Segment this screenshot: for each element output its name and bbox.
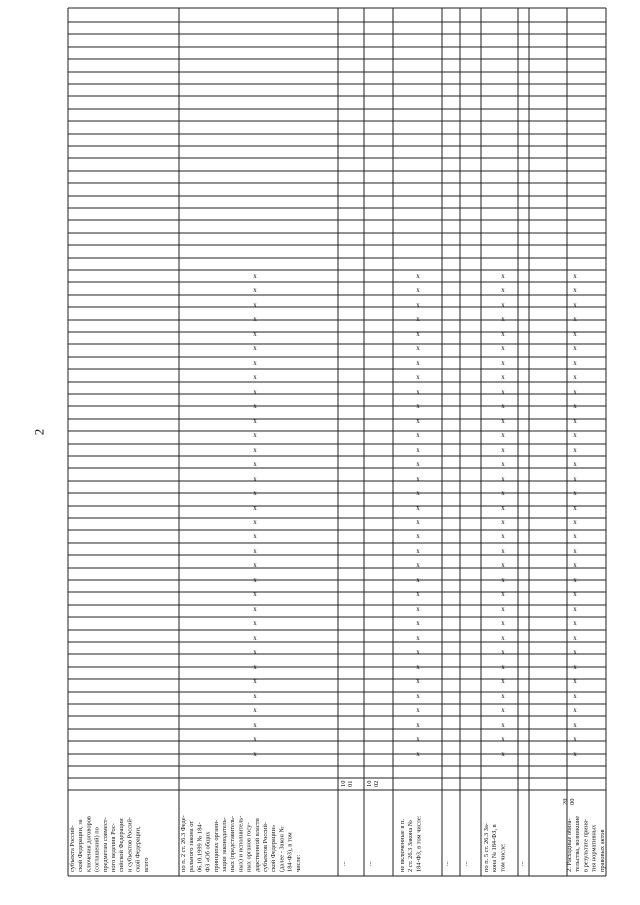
code-col4: 10 (366, 780, 373, 787)
cross-mark: x (501, 272, 505, 280)
cross-mark: x (501, 315, 505, 323)
cross-mark: x (573, 648, 577, 656)
cross-mark: x (573, 692, 577, 700)
cross-mark: x (416, 373, 420, 381)
label-col3-line: ... (340, 861, 347, 866)
cross-mark: x (416, 301, 420, 309)
cross-mark: x (501, 663, 505, 671)
label-col10-line: 2. Расходные обяза- (566, 818, 573, 872)
label-col1-line: ключения договоров (85, 816, 93, 872)
cross-mark: x (253, 446, 257, 454)
label-col2-line: ных (представитель- (229, 815, 237, 872)
cross-mark: x (501, 605, 505, 613)
cross-mark: x (416, 735, 420, 743)
cross-mark: x (416, 576, 420, 584)
cross-mark: x (501, 576, 505, 584)
cross-mark: x (416, 417, 420, 425)
cross-mark: x (501, 402, 505, 410)
cross-mark: x (501, 446, 505, 454)
cross-mark: x (416, 518, 420, 526)
code-col10: 00 (569, 798, 576, 805)
cross-mark: x (573, 330, 577, 338)
cross-mark: x (416, 359, 420, 367)
cross-mark: x (501, 706, 505, 714)
cross-mark: x (253, 344, 257, 352)
cross-mark: x (573, 504, 577, 512)
cross-mark: x (573, 301, 577, 309)
label-col1-line: ного ведения Рос- (110, 823, 117, 872)
label-col10-line: в результате приня- (582, 818, 590, 872)
cross-mark: x (501, 547, 505, 555)
cross-mark: x (416, 489, 420, 497)
code-col4: 02 (373, 780, 380, 787)
cross-mark: x (416, 706, 420, 714)
cross-mark: x (573, 619, 577, 627)
cross-mark: x (573, 489, 577, 497)
label-col1-line: субъекта Россий- (69, 825, 76, 872)
label-col2-line: ных органов госу- (245, 822, 253, 872)
cross-mark: x (501, 735, 505, 743)
label-col4-line: ... (366, 861, 373, 866)
cross-mark: x (253, 721, 257, 729)
cross-mark: x (416, 344, 420, 352)
cross-mark: x (573, 532, 577, 540)
cross-mark: x (253, 475, 257, 483)
cross-mark: x (573, 388, 577, 396)
cross-mark: x (501, 677, 505, 685)
cross-mark: x (416, 286, 420, 294)
cross-mark: x (573, 475, 577, 483)
cross-mark: x (573, 272, 577, 280)
cross-mark: x (253, 460, 257, 468)
label-col2-line: по п. 2 ст. 26.3 Феде- (180, 815, 187, 872)
cross-mark: x (253, 648, 257, 656)
cross-mark: x (416, 388, 420, 396)
cross-mark: x (253, 431, 257, 439)
cross-mark: x (416, 315, 420, 323)
cross-mark: x (253, 373, 257, 381)
cross-mark: x (416, 590, 420, 598)
cross-mark: x (416, 634, 420, 642)
cross-mark: x (501, 475, 505, 483)
cross-mark: x (253, 518, 257, 526)
cross-mark: x (416, 272, 420, 280)
label-col10-line: тельства, возникшие (574, 815, 582, 872)
cross-mark: x (253, 532, 257, 540)
label-col2-line: рального закона от (188, 820, 196, 872)
cross-mark: x (573, 446, 577, 454)
cross-mark: x (253, 489, 257, 497)
cross-mark: x (573, 344, 577, 352)
cross-mark: x (253, 388, 257, 396)
cross-mark: x (253, 634, 257, 642)
cross-mark: x (416, 605, 420, 613)
cross-mark: x (573, 315, 577, 323)
label-col8-line: кона № 184-ФЗ, в (491, 824, 499, 872)
cross-mark: x (501, 648, 505, 656)
label-col2-line: 184-ФЗ), в том (286, 832, 294, 872)
cross-mark: x (253, 330, 257, 338)
cross-mark: x (253, 706, 257, 714)
label-col7-line: ... (462, 861, 469, 866)
cross-mark: x (501, 330, 505, 338)
label-col2-line: 06.10.1999 № 184- (196, 822, 204, 872)
cross-mark: x (501, 460, 505, 468)
cross-mark: x (253, 315, 257, 323)
cross-mark: x (501, 388, 505, 396)
cross-mark: x (501, 504, 505, 512)
table-grid-lines (68, 8, 606, 876)
cross-mark: x (416, 475, 420, 483)
cross-mark: x (416, 721, 420, 729)
cross-mark: x (573, 576, 577, 584)
cross-mark: x (253, 619, 257, 627)
label-col1-line: сийской Федерации (118, 818, 126, 872)
page-number: 2 (31, 428, 47, 436)
cross-mark: x (416, 504, 420, 512)
label-col1-line: всего (142, 857, 150, 872)
label-col5-line: 184-ФЗ, в том числе: (415, 815, 423, 872)
cross-mark: x (416, 750, 420, 758)
label-col8-line: по п. 5 ст. 26.3 За- (483, 823, 490, 872)
cross-mark: x (501, 489, 505, 497)
cross-mark: x (573, 735, 577, 743)
label-col2-line: субъектов Россий- (262, 821, 269, 872)
cross-mark: x (253, 561, 257, 569)
cross-mark: x (253, 576, 257, 584)
cross-mark: x (573, 431, 577, 439)
cross-mark: x (253, 359, 257, 367)
cross-mark: x (501, 286, 505, 294)
cross-mark: x (253, 286, 257, 294)
cross-mark: x (573, 677, 577, 685)
cross-mark: x (416, 648, 420, 656)
cross-mark: x (253, 272, 257, 280)
cross-mark: x (573, 706, 577, 714)
cross-mark: x (573, 663, 577, 671)
cross-mark: x (253, 605, 257, 613)
cross-mark: x (416, 677, 420, 685)
cross-mark: x (501, 373, 505, 381)
label-col2-line: дарственной власти (253, 818, 261, 872)
label-col1-line: и субъектов Россий- (126, 816, 134, 872)
code-col3: 10 (340, 780, 347, 787)
cross-mark: x (416, 330, 420, 338)
cross-mark: x (501, 721, 505, 729)
label-col1-line: (соглашений) по (93, 827, 101, 872)
cross-mark: x (501, 619, 505, 627)
cross-mark: x (416, 619, 420, 627)
cross-mark: x (501, 692, 505, 700)
cross-mark: x (501, 359, 505, 367)
cross-mark: x (501, 561, 505, 569)
label-col2-line: ных) и исполнитель- (237, 815, 245, 872)
table-labels (69, 781, 606, 872)
cross-mark: x (416, 460, 420, 468)
cross-mark: x (573, 590, 577, 598)
cross-mark: x (501, 634, 505, 642)
cross-mark: x (253, 504, 257, 512)
label-col2-line: числе: (294, 854, 302, 872)
cross-mark: x (573, 518, 577, 526)
cross-mark: x (253, 750, 257, 758)
cross-mark: x (573, 460, 577, 468)
cross-mark: x (416, 663, 420, 671)
cross-mark: x (573, 402, 577, 410)
cross-mark: x (416, 446, 420, 454)
cross-mark: x (501, 344, 505, 352)
label-col5-line: не включенные в п. (399, 819, 406, 872)
cross-mark: x (253, 590, 257, 598)
cross-mark: x (501, 431, 505, 439)
cross-mark: x (253, 663, 257, 671)
cross-mark: x (416, 692, 420, 700)
code-col10: 20 (562, 798, 569, 805)
label-col5-line: 2 ст. 26.3 Закона № (407, 820, 415, 872)
cross-mark: x (253, 402, 257, 410)
label-col2-line: принципах органи- (212, 819, 220, 872)
cross-mark: x (573, 561, 577, 569)
label-col6-line: ... (443, 861, 450, 866)
label-col10-line: правовых актов (598, 829, 606, 872)
cross-mark: x (501, 518, 505, 526)
cross-mark: x (253, 735, 257, 743)
label-col10-line: тия нормативных (590, 824, 598, 872)
label-col1-line: ской Федерации, (134, 826, 142, 872)
cross-mark: x (416, 532, 420, 540)
cross-mark: x (416, 561, 420, 569)
cross-mark: x (501, 590, 505, 598)
cross-mark: x (573, 359, 577, 367)
cross-mark: x (573, 373, 577, 381)
label-col8-line: том числе: (499, 843, 507, 872)
cross-mark: x (573, 417, 577, 425)
cross-mark: x (253, 417, 257, 425)
label-col2-line: (далее - Закон № (278, 826, 286, 872)
label-col9-line: ... (518, 861, 525, 866)
cross-mark: x (416, 547, 420, 555)
cross-mark: x (573, 750, 577, 758)
label-col2-line: зации законодатель- (221, 817, 228, 872)
cross-mark: x (253, 677, 257, 685)
code-col3: 01 (347, 780, 354, 787)
cross-mark: x (253, 547, 257, 555)
cross-mark: x (573, 547, 577, 555)
label-col1-line: предметам совмест- (101, 817, 109, 872)
label-col2-line: ФЗ «Об общих (204, 831, 212, 872)
cross-mark: x (573, 721, 577, 729)
cross-mark: x (573, 605, 577, 613)
cross-mark: x (573, 634, 577, 642)
cross-mark: x (416, 431, 420, 439)
cross-mark: x (501, 417, 505, 425)
label-col1-line: ской Федерации, за (77, 819, 85, 872)
cross-mark: x (253, 301, 257, 309)
cross-mark: x (416, 402, 420, 410)
cross-mark: x (501, 750, 505, 758)
label-col2-line: ской Федерации» (270, 824, 278, 872)
cross-mark: x (573, 286, 577, 294)
cross-mark: x (501, 301, 505, 309)
cross-mark: x (253, 692, 257, 700)
cross-mark: x (501, 532, 505, 540)
